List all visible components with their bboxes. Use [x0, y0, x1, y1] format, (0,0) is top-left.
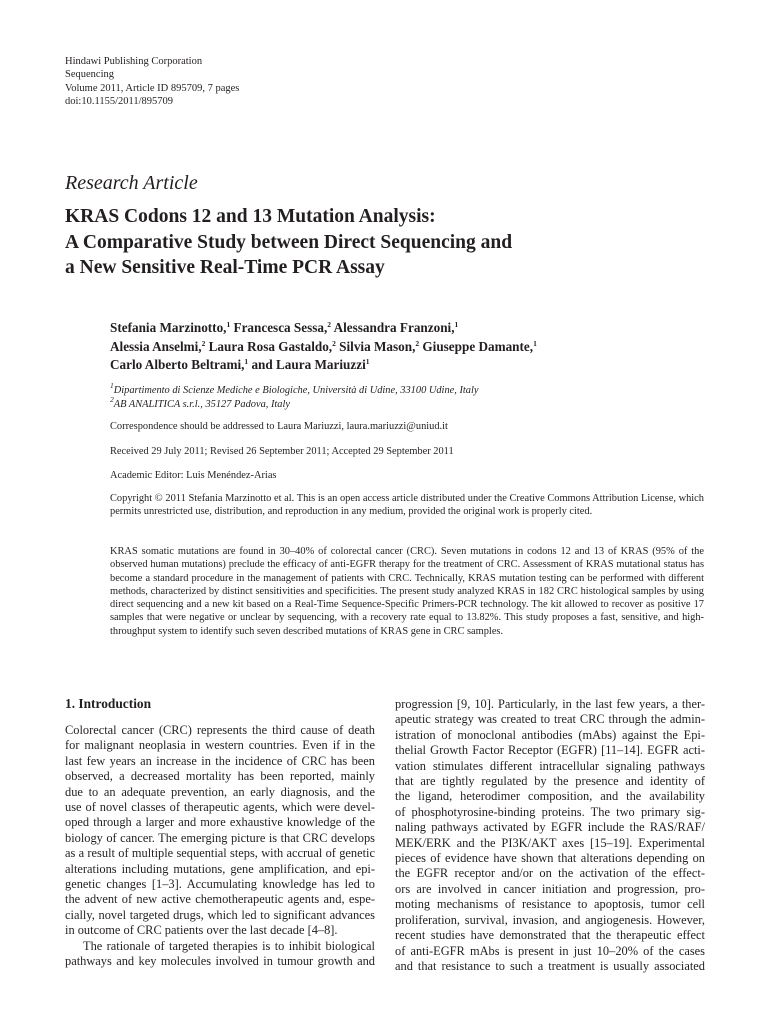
text-line: observed, a decreased mortality has been reported, mainly [65, 769, 375, 784]
text-line: oped through a larger and more exhaustive knowledge of the [65, 815, 375, 830]
paragraph [65, 939, 375, 970]
author-name: Carlo Alberto Beltrami, [110, 357, 245, 372]
text-line: thelial Growth Factor Receptor (EGFR) [11–14]. EGFR acti- [395, 743, 705, 758]
title-line: A Comparative Study between Direct Sequencing and [65, 231, 513, 253]
text-line: recent studies have demonstrated that the therapeutic effect [395, 928, 705, 943]
doi: doi:10.1155/2011/895709 [65, 96, 174, 108]
text-line: as a result of multiple sequential steps, with accrual of genetic [65, 846, 375, 861]
text-line: vation stimulates different intracellular signaling pathways [395, 758, 705, 773]
text-line: for malignant neoplasia in western countries. Even if in the [65, 738, 375, 753]
article-type: Research Article [65, 172, 198, 194]
author-name: Stefania Marzinotto, [110, 320, 227, 335]
text-line: naling pathways activated by EGFR include the RAS/RAF/ [395, 820, 705, 835]
author-affiliation-mark: 1 [533, 338, 537, 348]
publisher-header [65, 55, 239, 109]
text-line: biology of cancer. The emerging picture is that CRC develops [65, 830, 375, 845]
volume-info: Volume 2011, Article ID 895709, 7 pages [65, 82, 240, 94]
text-line: istration of monoclonal antibodies (mAbs) against the Epi- [395, 727, 705, 742]
author-list [110, 319, 537, 375]
section-heading: 1. Introduction [65, 696, 152, 711]
author-name: Silvia Mason, [335, 338, 416, 354]
title-line: KRAS Codons 12 and 13 Mutation Analysis: [65, 206, 436, 227]
text-line: last few years an increase in the incidence of CRC has been [65, 753, 375, 768]
text-line: moting mechanisms of resistance to apoptosis, tumor cell [395, 897, 705, 912]
affiliation-mark: 2 [110, 394, 114, 404]
author-affiliation-mark: 2 [201, 338, 206, 348]
correspondence: Correspondence should be addressed to Laura Mariuzzi, laura.mariuzzi@uniud.it [110, 421, 448, 432]
text-line: MEK/ERK and the PI3K/AKT axes [15–19]. Experimental [395, 835, 705, 850]
text-line: Colorectal cancer (CRC) represents the third cause of death [65, 723, 375, 737]
text-line: of anti-EGFR mAbs is present in just 10–20% of the cases [395, 943, 705, 958]
author-name: and Laura Mariuzzi [248, 357, 366, 372]
affiliation-text: Dipartimento di Scienze Mediche e Biologiche, Università di Udine, 33100 Udine, Italy [113, 385, 479, 396]
author-name: Alessia Anselmi, [110, 338, 202, 354]
text-line: cially, novel targeted drugs, which led to significant advances [65, 907, 375, 922]
journal-name: Sequencing [65, 69, 114, 81]
affiliation-mark: 1 [110, 381, 114, 390]
text-line: use of novel classes of therapeutic agents, which were devel- [65, 800, 375, 815]
academic-editor: Academic Editor: Luis Menéndez-Arias [110, 470, 277, 481]
text-line: that are tightly regulated by the presence and identity of [395, 774, 705, 789]
author-affiliation-mark: 2 [415, 338, 420, 348]
affiliation [110, 381, 479, 398]
author-line [110, 319, 537, 338]
copyright-notice: Copyright © 2011 Stefania Marzinotto et al. This is an open access article distributed under the Creative Commons Attribution License, which permits unrestricted use, distribution, and reproduction in any medium, provided the original work is properly cited. [110, 493, 704, 518]
title-line: a New Sensitive Real-Time PCR Assay [65, 257, 385, 278]
text-line: pathways and key molecules involved in tumour growth and [65, 954, 375, 969]
author-affiliation-mark: 2 [327, 320, 332, 329]
author-affiliation-mark: 2 [332, 338, 336, 348]
author-affiliation-mark: 1 [226, 320, 231, 329]
author-line [110, 338, 537, 357]
text-line: of phosphotyrosine-binding proteins. The two primary sig- [395, 804, 705, 819]
author-name: Alessandra Franzoni, [331, 320, 455, 335]
text-line: ors are involved in cancer initiation and progression, pro- [395, 881, 705, 896]
text-line: in outcome of CRC patients over the last decade [4–8]. [65, 923, 338, 938]
publisher-name: Hindawi Publishing Corporation [65, 56, 203, 67]
affiliation [110, 394, 479, 412]
text-line: The rationale of targeted therapies is to inhibit biological [83, 938, 375, 953]
right-column [395, 697, 705, 974]
author-affiliation-mark: 1 [365, 357, 370, 366]
affiliation-text: AB ANALITICA s.r.l., 35127 Padova, Italy [113, 398, 291, 410]
abstract: KRAS somatic mutations are found in 30–40% of colorectal cancer (CRC). Seven mutations in codons 12 and 13 of KRAS (95% of the observed human mutations) preclude the efficacy of anti-EGFR therapy for the treatment of CRC. Assessment of KRAS mutational status has become a standard procedure in the management of patients with CRC. Technically, KRAS mutation testing can be performed with different methods, characterized by distinct sensitivities and specificities. The present study analyzed KRAS in 182 CRC histological samples by using direct sequencing and a new kit based on a Real-Time Sequence-Specific Primers-PCR technology. The kit allowed to recover as positive 17 samples that were negative or unclear by sequencing, with a recovery rate equal to 13.82%. This study proposes a fast, sensitive, and high-throughput system to identify such seven described mutations of KRAS gene in CRC samples. [110, 546, 704, 637]
text-line: the EGFR receptor and/or on the activation of the effect- [395, 866, 705, 881]
text-line: the ligand, heterodimer composition, and the availability [395, 789, 705, 804]
author-line [110, 356, 537, 375]
text-line: genetic changes [1–3]. Accumulating knowledge has led to [65, 877, 375, 892]
text-line: the advent of new active chemotherapeutic agents and, espe- [65, 892, 375, 907]
text-line: apeutic strategy was created to treat CRC through the admin- [395, 712, 705, 727]
author-name: Giuseppe Damante, [419, 338, 534, 354]
text-line: proliferation, survival, invasion, and angiogenesis. However, [395, 912, 705, 927]
text-line: due to an adequate prevention, an early diagnosis, and the [65, 784, 375, 799]
author-name: Francesca Sessa, [230, 320, 328, 335]
text-line: pieces of evidence have shown that alterations depending on [395, 851, 705, 866]
paper-title [65, 204, 725, 281]
left-column [65, 723, 375, 970]
author-affiliation-mark: 1 [454, 320, 459, 329]
text-line: and that resistance to such a treatment is usually associated [395, 958, 705, 973]
text-line: progression [9, 10]. Particularly, in the last few years, a ther- [395, 697, 705, 711]
received-dates: Received 29 July 2011; Revised 26 September 2011; Accepted 29 September 2011 [110, 446, 454, 457]
text-line: alterations including mutations, gene amplification, and epi- [65, 861, 375, 876]
affiliations [110, 381, 479, 411]
paragraph [65, 723, 375, 939]
author-name: Laura Rosa Gastaldo, [205, 338, 333, 354]
author-affiliation-mark: 1 [244, 357, 249, 366]
